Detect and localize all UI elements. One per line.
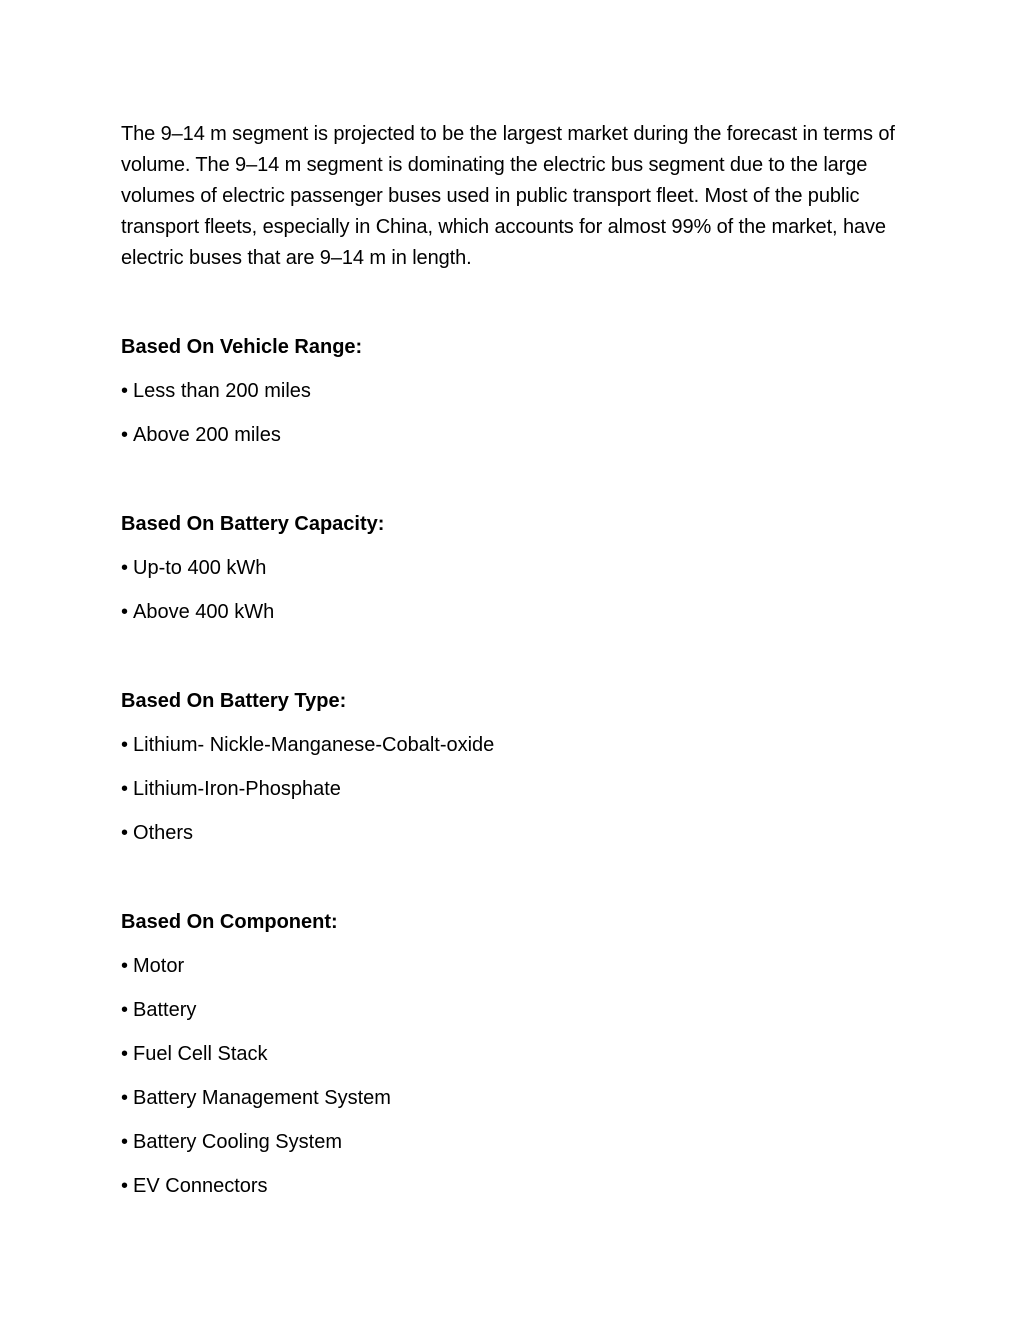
list-item	[121, 1042, 391, 1066]
document-page	[121, 119, 921, 1197]
bullet-icon: •	[121, 734, 129, 756]
section-heading: Based On Vehicle Range:	[121, 336, 363, 358]
bullet-icon: •	[121, 1043, 129, 1065]
bullet-icon: •	[121, 778, 129, 800]
list-item	[121, 777, 494, 801]
section-battery-capacity	[121, 512, 384, 624]
section-heading: Based On Battery Capacity:	[121, 513, 385, 535]
bullet-icon: •	[121, 1131, 129, 1153]
list-item-text: Lithium- Nickle-Manganese-Cobalt-oxide	[133, 734, 495, 756]
bullet-icon: •	[121, 955, 129, 977]
bullet-icon: •	[121, 999, 129, 1021]
bullet-icon: •	[121, 601, 129, 623]
bullet-list	[121, 733, 494, 845]
intro-paragraph: The 9–14 m segment is projected to be the largest market during the forecast in terms of volume. The 9–14 m segment is dominating the electric bus segment due to the large volumes of electric passenger buses used in public transport fleet. Most of the public transport fleets, especially in China, which accounts for almost 99% of the market, have electric buses that are 9–14 m in length.	[121, 123, 895, 269]
bullet-list	[121, 556, 384, 624]
bullet-icon: •	[121, 380, 129, 402]
section-heading: Based On Battery Type:	[121, 690, 347, 712]
list-item	[121, 423, 362, 447]
list-item	[121, 556, 384, 580]
list-item	[121, 733, 494, 757]
list-item-text: Battery Cooling System	[133, 1131, 342, 1153]
list-item	[121, 954, 391, 978]
list-item	[121, 1086, 391, 1110]
section-vehicle-range	[121, 335, 362, 447]
list-item	[121, 379, 362, 403]
list-item	[121, 600, 384, 624]
list-item-text: EV Connectors	[133, 1175, 268, 1197]
list-item	[121, 821, 494, 845]
list-item	[121, 998, 391, 1022]
bullet-list	[121, 379, 362, 447]
bullet-list	[121, 954, 391, 1198]
list-item	[121, 1174, 391, 1198]
bullet-icon: •	[121, 424, 129, 446]
list-item-text: Others	[133, 822, 194, 844]
section-component	[121, 910, 391, 1198]
bullet-icon: •	[121, 1087, 129, 1109]
list-item-text: Above 200 miles	[133, 424, 281, 446]
list-item-text: Above 400 kWh	[133, 601, 275, 623]
list-item-text: Less than 200 miles	[133, 380, 311, 402]
list-item-text: Fuel Cell Stack	[133, 1043, 268, 1065]
list-item-text: Lithium-Iron-Phosphate	[133, 778, 341, 800]
section-heading: Based On Component:	[121, 911, 338, 933]
list-item-text: Up-to 400 kWh	[133, 557, 267, 579]
list-item-text: Battery	[133, 999, 197, 1021]
bullet-icon: •	[121, 1175, 129, 1197]
list-item-text: Motor	[133, 955, 185, 977]
section-battery-type	[121, 689, 494, 845]
list-item	[121, 1130, 391, 1154]
list-item-text: Battery Management System	[133, 1087, 391, 1109]
bullet-icon: •	[121, 557, 129, 579]
bullet-icon: •	[121, 822, 129, 844]
